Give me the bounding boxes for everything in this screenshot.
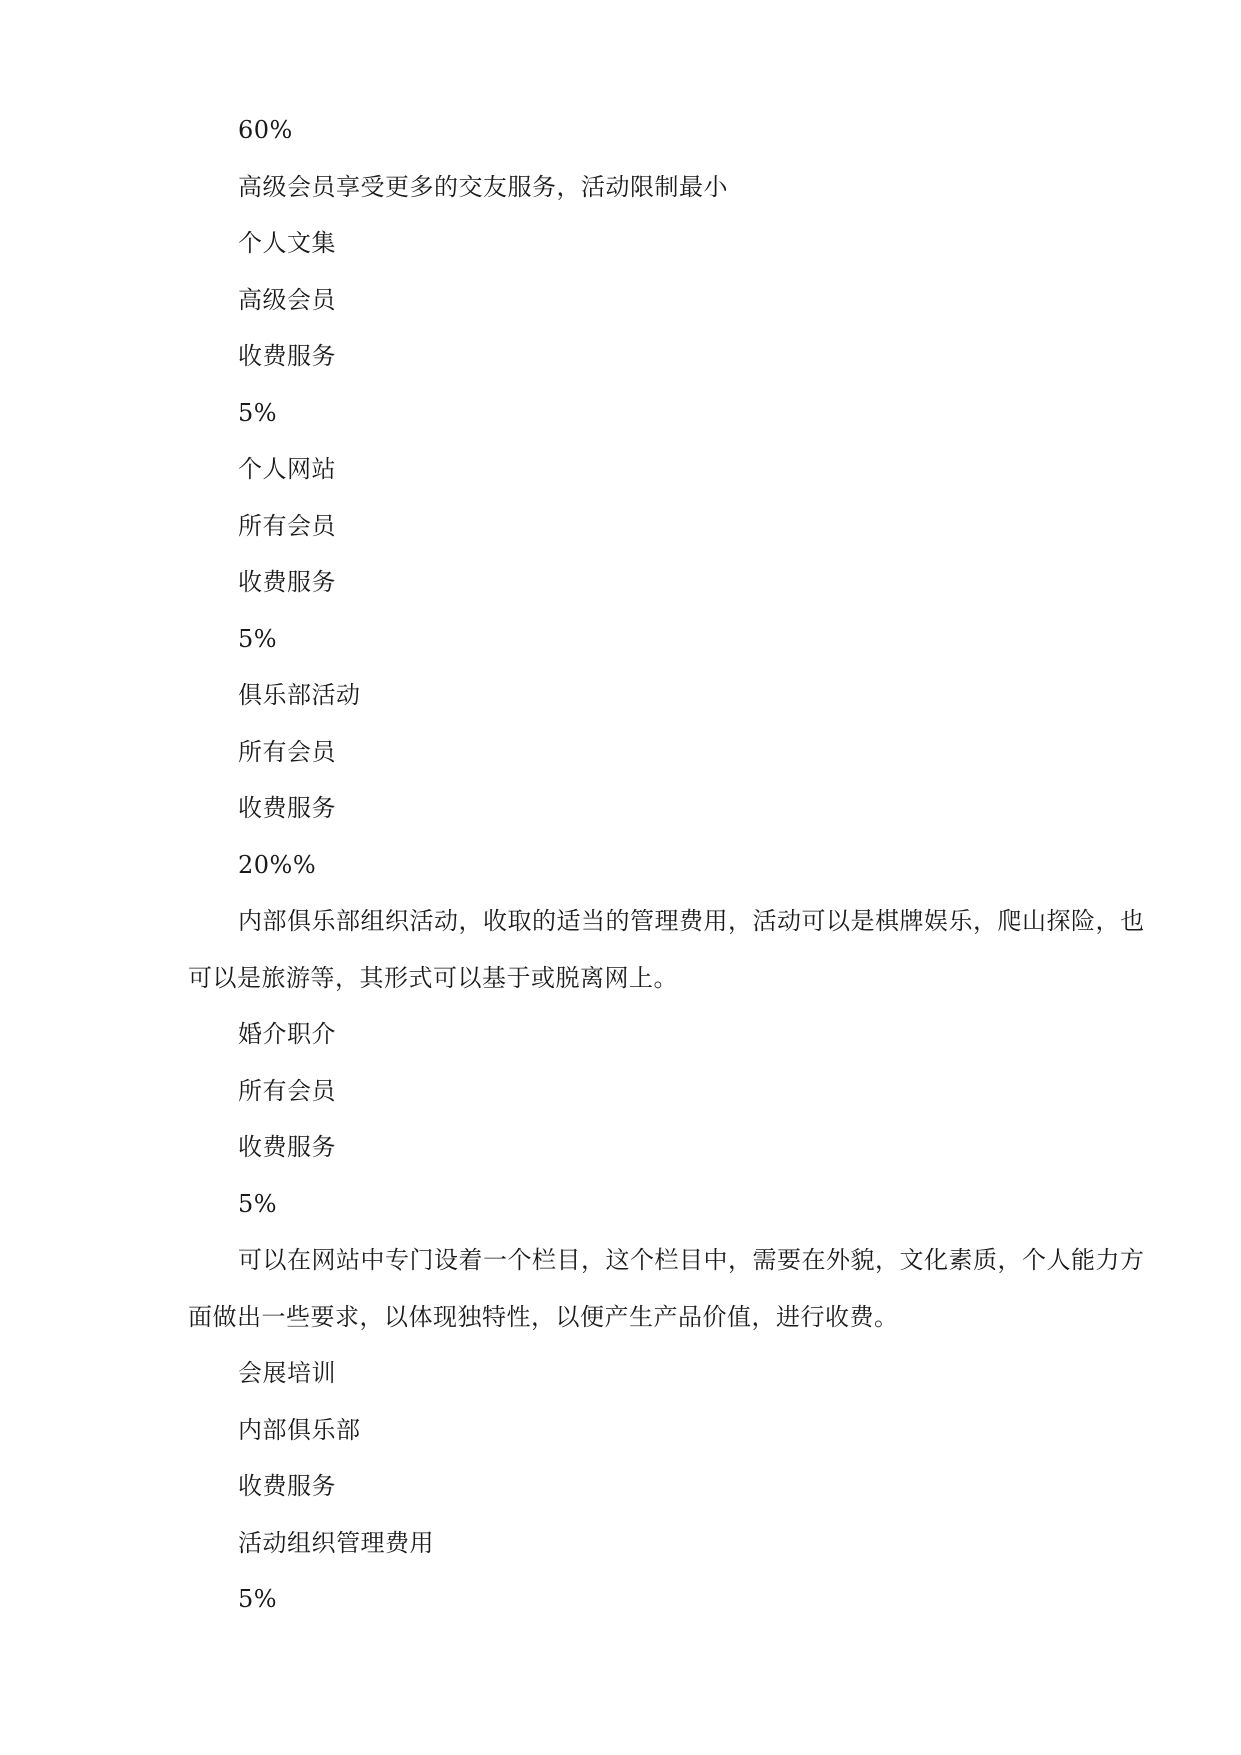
paragraph: 收费服务	[238, 1472, 336, 1500]
paragraph: 个人网站	[238, 455, 336, 483]
paragraph: 高级会员	[238, 285, 336, 314]
paragraph: 5%	[238, 1585, 278, 1613]
paragraph: 内部俱乐部	[238, 1415, 361, 1444]
paragraph: 60%	[238, 116, 293, 144]
paragraph: 5%	[238, 398, 278, 427]
paragraph: 婚介职介	[238, 1020, 336, 1048]
paragraph: 个人文集	[238, 229, 336, 257]
paragraph: 内部俱乐部组织活动，收取的适当的管理费用，活动可以是棋牌娱乐，爬山探险，也可以是旅游等，其形式可以基于或脱离网上。	[188, 907, 1145, 992]
paragraph: 所有会员	[238, 511, 336, 540]
document-body	[188, 102, 1148, 1628]
paragraph: 可以在网站中专门设着一个栏目，这个栏目中，需要在外貌，文化素质，个人能力方面做出一些要求，以体现独特性，以便产生产品价值，进行收费。	[188, 1246, 1145, 1331]
paragraph: 20%%	[238, 850, 317, 879]
paragraph: 收费服务	[238, 794, 336, 822]
paragraph: 收费服务	[238, 1133, 336, 1161]
paragraph: 5%	[238, 1189, 278, 1218]
paragraph: 俱乐部活动	[238, 681, 361, 709]
paragraph: 5%	[238, 624, 278, 653]
paragraph: 所有会员	[238, 1076, 336, 1105]
paragraph: 收费服务	[238, 342, 336, 370]
paragraph: 会展培训	[238, 1359, 336, 1387]
paragraph: 高级会员享受更多的交友服务，活动限制最小	[238, 172, 728, 201]
paragraph: 收费服务	[238, 568, 336, 596]
paragraph: 活动组织管理费用	[238, 1528, 434, 1557]
paragraph: 所有会员	[238, 737, 336, 766]
